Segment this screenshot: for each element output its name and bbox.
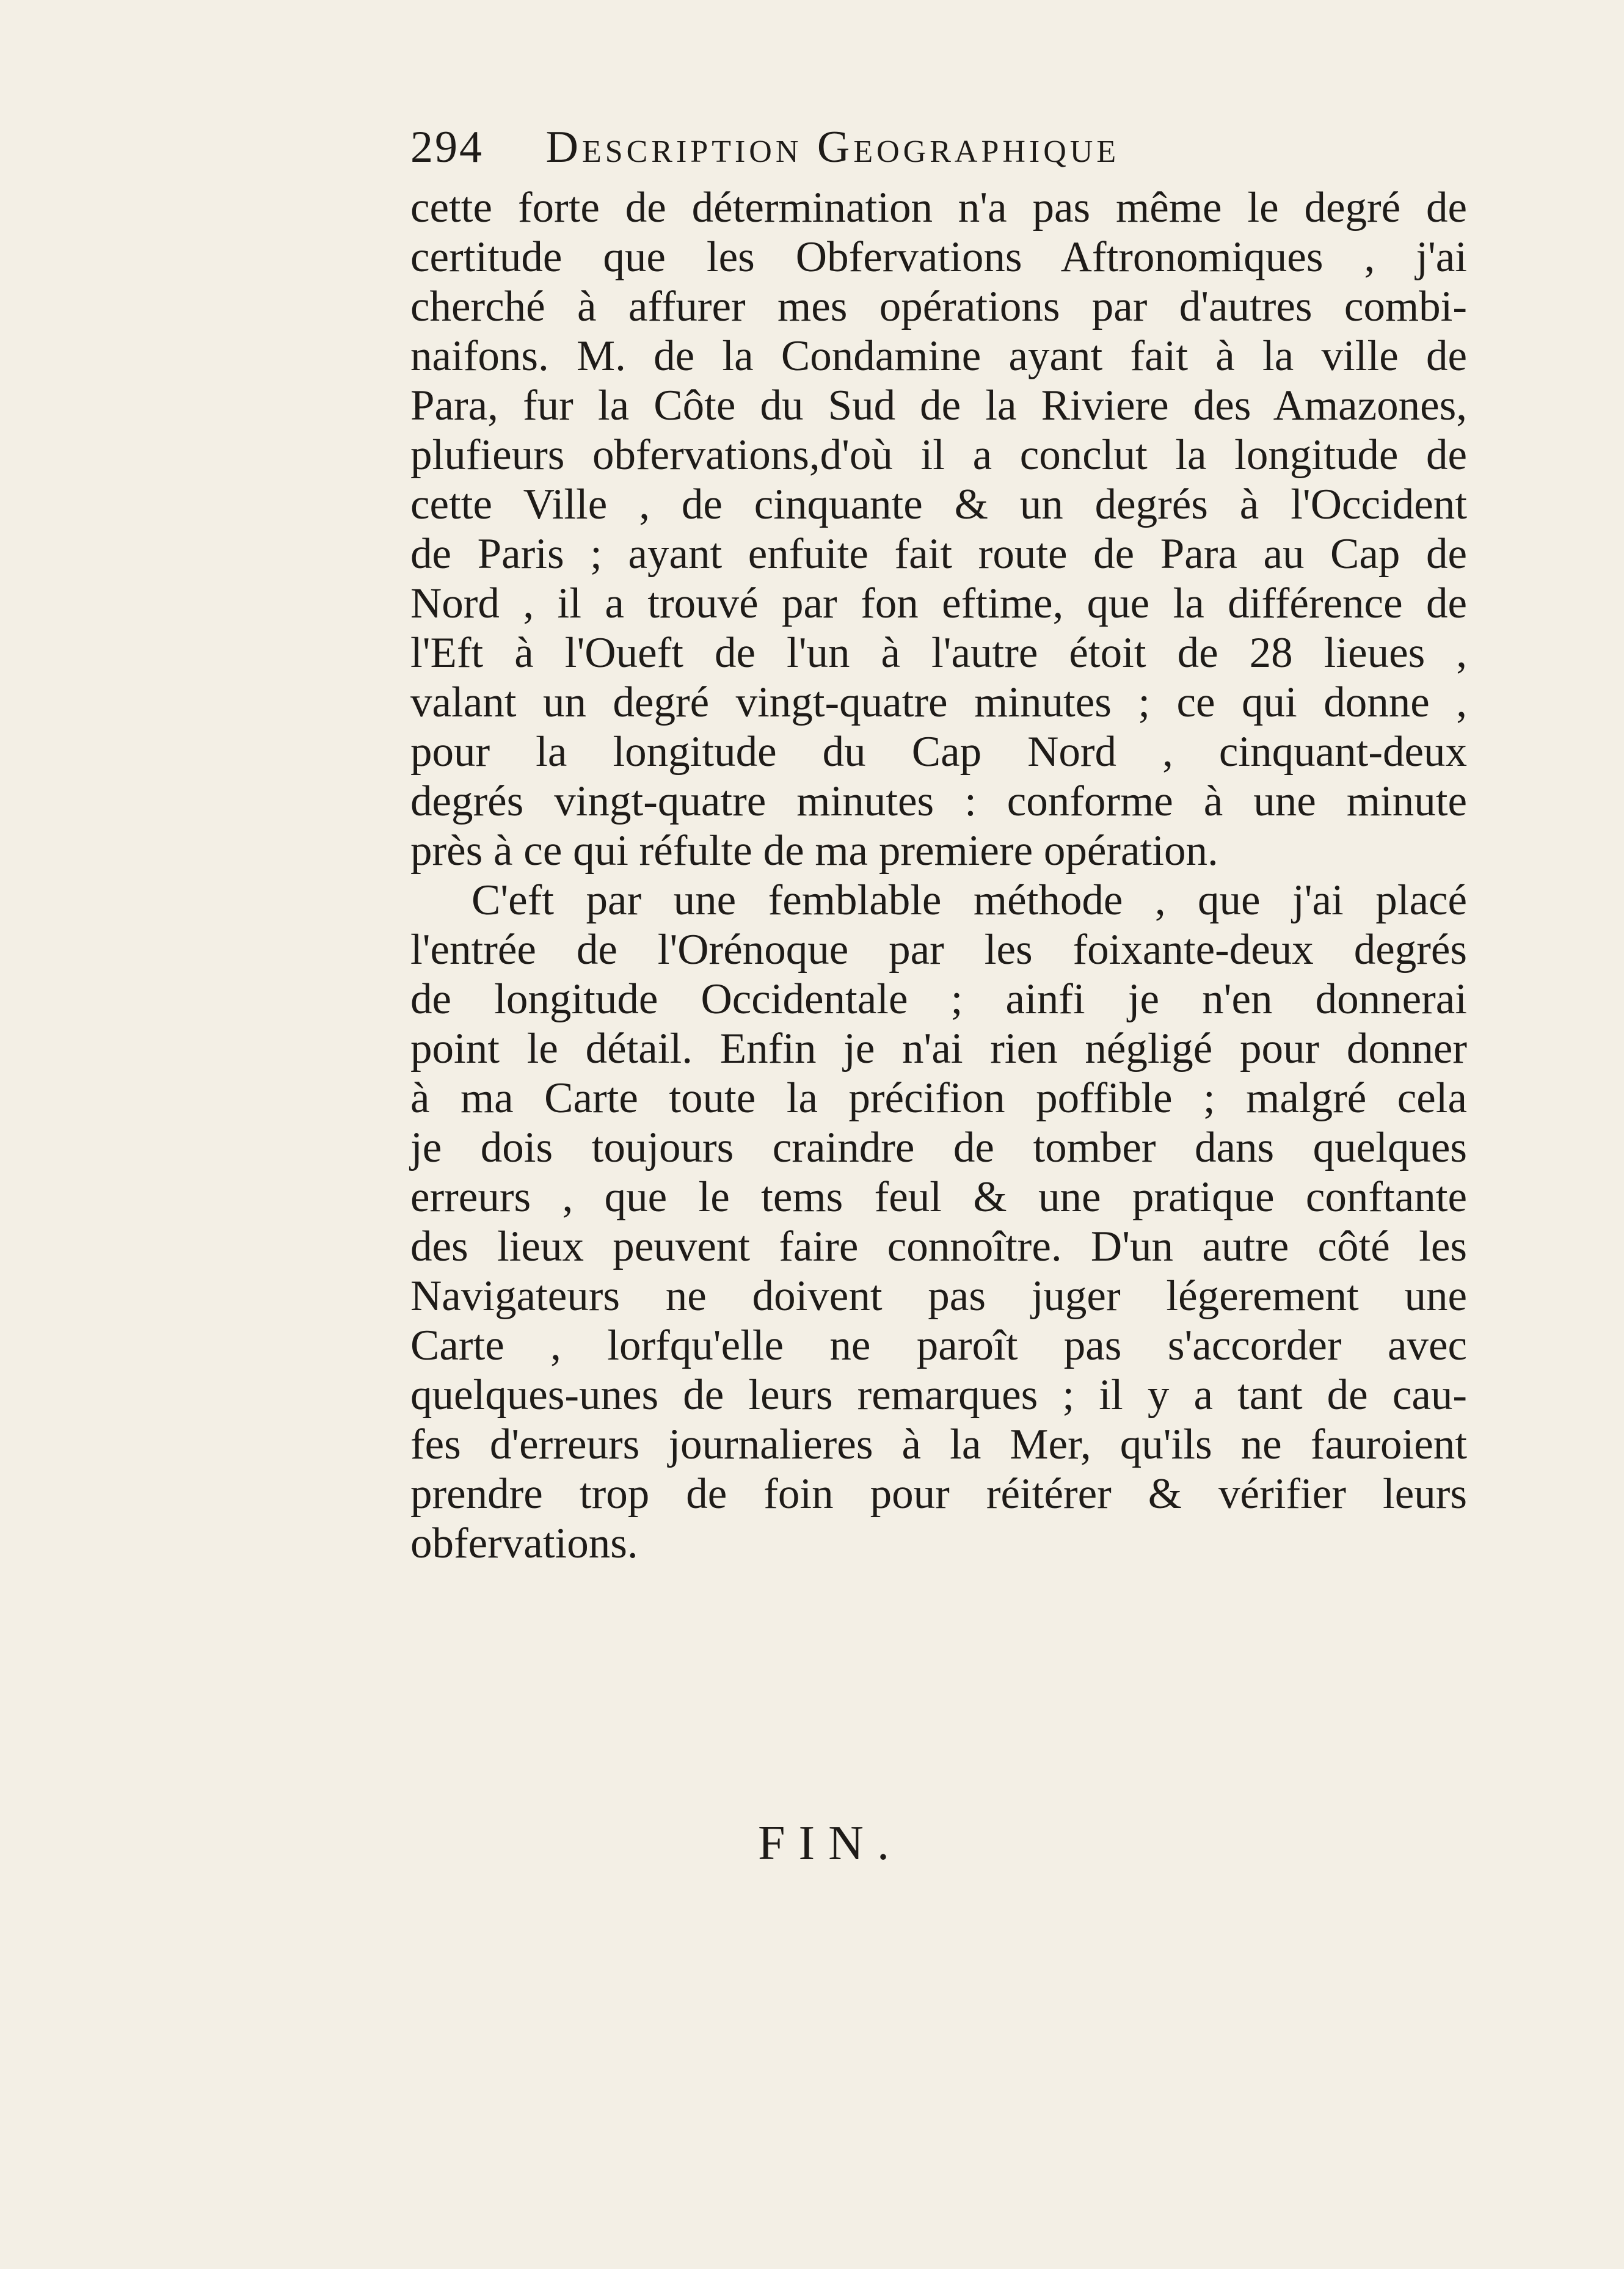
text-line: Navigateurs ne doivent pas juger légerement une	[410, 1272, 1467, 1320]
text-line: valant un degré vingt-quatre minutes ; ce qui donne ,	[410, 679, 1467, 726]
text-line: Para, fur la Côte du Sud de la Riviere des Amazones,	[410, 382, 1467, 429]
text-line: C'eft par une femblable méthode , que j'ai placé	[472, 876, 1467, 924]
text-line: de Paris ; ayant enfuite fait route de Para au Cap de	[410, 530, 1467, 578]
text-line: fes d'erreurs journalieres à la Mer, qu'ils ne fauroient	[410, 1421, 1467, 1468]
running-header	[410, 120, 1120, 175]
text-line: l'entrée de l'Orénoque par les foixante-deux degrés	[410, 926, 1467, 974]
text-line: plufieurs obfervations,d'où il a conclut la longitude de	[410, 431, 1467, 479]
text-line: erreurs , que le tems feul & une pratique conftante	[410, 1173, 1467, 1221]
text-line: Nord , il a trouvé par fon eftime, que la différence de	[410, 580, 1467, 627]
running-title: Description Geographique	[545, 122, 1120, 172]
text-line: certitude que les Obfervations Aftronomiques , j'ai	[410, 233, 1467, 281]
text-line: à ma Carte toute la précifion poffible ; malgré cela	[410, 1074, 1467, 1122]
text-line: cette Ville , de cinquante & un degrés à l'Occident	[410, 481, 1467, 528]
paragraph	[410, 183, 1467, 876]
text-line: obfervations.	[410, 1520, 638, 1567]
text-line: quelques-unes de leurs remarques ; il y a tant de cau-	[410, 1371, 1467, 1419]
text-line: de longitude Occidentale ; ainfi je n'en donnerai	[410, 975, 1467, 1023]
text-line: je dois toujours craindre de tomber dans quelques	[410, 1124, 1467, 1171]
text-line: degrés vingt-quatre minutes : conforme à une minute	[410, 778, 1467, 825]
text-line: point le détail. Enfin je n'ai rien négligé pour donner	[410, 1025, 1467, 1073]
text-line: pour la longitude du Cap Nord , cinquant-deux	[410, 728, 1467, 776]
text-line: près à ce qui réfulte de ma premiere opération.	[410, 827, 1218, 875]
text-line: l'Eft à l'Oueft de l'un à l'autre étoit de 28 lieues ,	[410, 629, 1467, 677]
text-line: prendre trop de foin pour réitérer & vérifier leurs	[410, 1470, 1467, 1518]
page-number: 294	[410, 122, 484, 172]
closing-fin: FIN.	[758, 1816, 903, 1870]
paragraph	[410, 876, 1467, 1568]
text-line: Carte , lorfqu'elle ne paroît pas s'accorder avec	[410, 1322, 1467, 1369]
text-line: cherché à affurer mes opérations par d'autres combi-	[410, 283, 1467, 330]
text-line: cette forte de détermination n'a pas même le degré de	[410, 184, 1467, 231]
text-line: des lieux peuvent faire connoître. D'un autre côté les	[410, 1223, 1467, 1270]
text-line: naifons. M. de la Condamine ayant fait à la ville de	[410, 332, 1467, 380]
body-text	[410, 183, 1467, 1568]
